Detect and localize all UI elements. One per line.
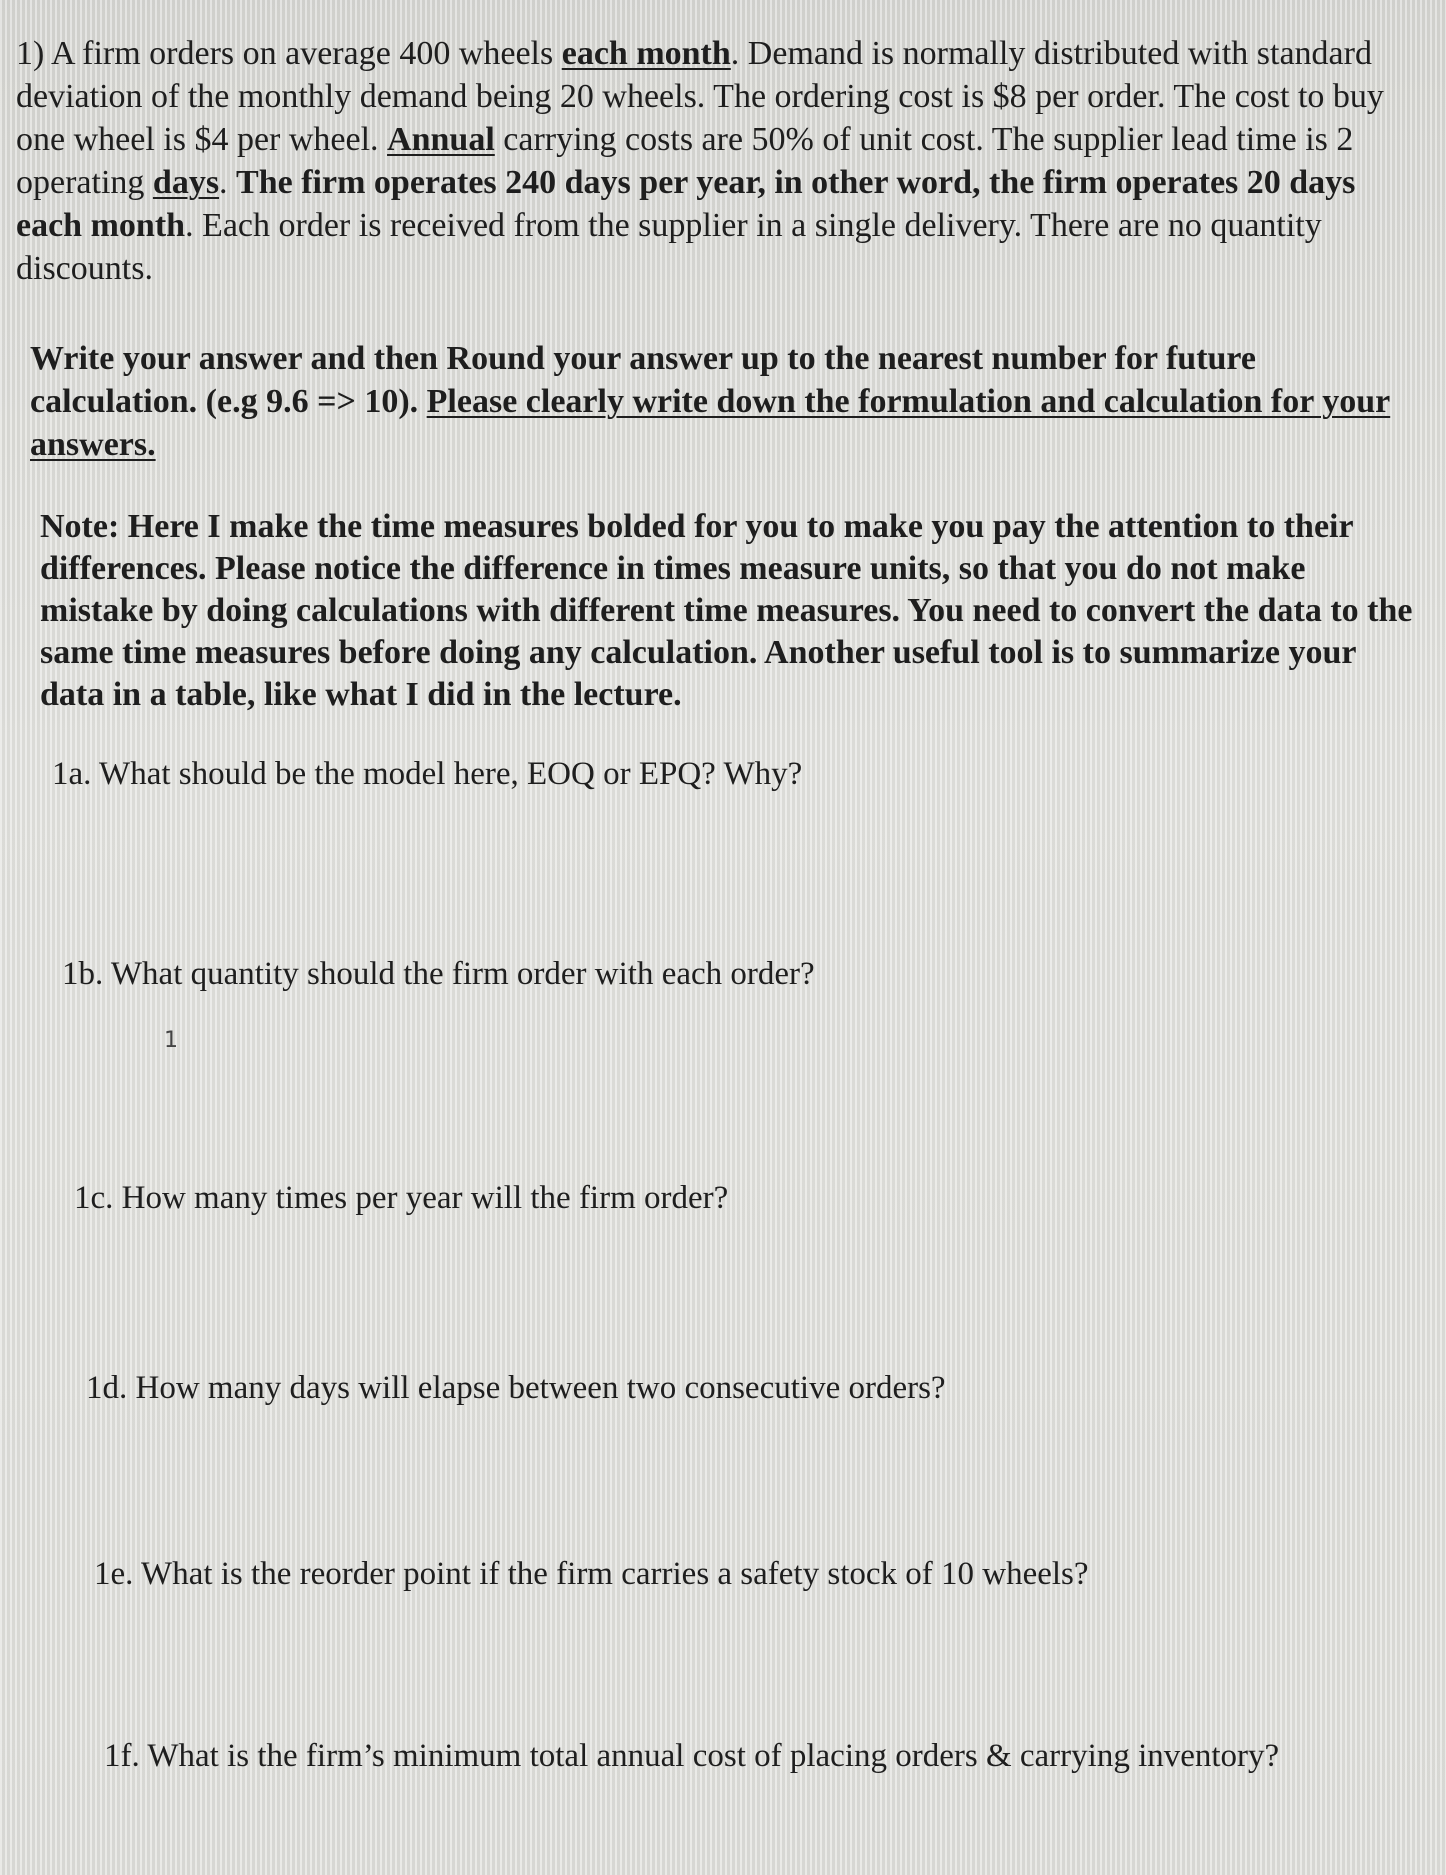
question-1f: 1f. What is the firm’s minimum total annual cost of placing orders & carrying inventory? [104, 1738, 1280, 1774]
rounding-text: Write your answer and then Round your answer up to the nearest number for future calculation. (e.g 9.6 => 10). [30, 340, 1256, 420]
intro-days: days [152, 164, 220, 201]
intro-annual: Annual [387, 121, 495, 158]
problem-statement [16, 32, 1406, 290]
stray-pen-mark: 1 [164, 1028, 178, 1053]
rounding-underlined: Please clearly write down the formulation and calculation for your answers. [30, 383, 1391, 463]
rounding-instructions [30, 337, 1410, 466]
intro-text-3: carrying costs are 50% of unit cost. The supplier lead time is 2 operating [16, 121, 1354, 201]
intro-operating-days: The firm operates 240 days per year, in other word, the firm operates 20 days each month [16, 164, 1356, 244]
question-1d: 1d. How many days will elapse between two consecutive orders? [86, 1370, 946, 1406]
intro-each-month: each month [561, 35, 731, 72]
time-measure-note: Note: Here I make the time measures bolded for you to make you pay the attention to their differences. Please notice the difference in times measure units, so that you do not make mistake by doing calculations with different time measures. You need to convert the data to the same time measures before doing any calculation. Another useful tool is to summarize your data in a table, like what I did in the lecture. [40, 508, 1413, 713]
question-1b: 1b. What quantity should the firm order with each order? [62, 956, 815, 992]
question-1e: 1e. What is the reorder point if the firm carries a safety stock of 10 wheels? [94, 1556, 1089, 1592]
question-1a: 1a. What should be the model here, EOQ or EPQ? Why? [52, 756, 803, 792]
intro-text-2: . Demand is normally distributed with standard deviation of the monthly demand being 20 wheels. The ordering cost is $8 per order. The cost to buy one wheel is $4 per wheel. [16, 35, 1384, 158]
question-1c: 1c. How many times per year will the firm order? [74, 1180, 729, 1216]
intro-text-4: . [219, 164, 237, 201]
intro-text-1: 1) A firm orders on average 400 wheels [16, 35, 562, 72]
intro-text-5: . Each order is received from the supplier in a single delivery. There are no quantity discounts. [16, 207, 1322, 287]
